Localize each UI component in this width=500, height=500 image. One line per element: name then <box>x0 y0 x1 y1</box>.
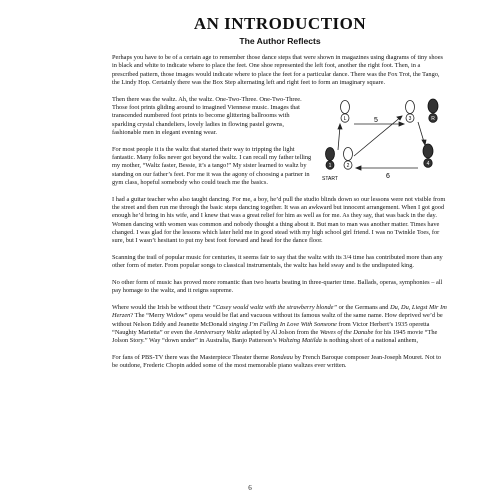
text: for his 1945 movie “The Jolson Story.” Way “down under” in Australia, Banjo Patterson’s <box>112 329 438 345</box>
step-number-5: 5 <box>374 116 378 124</box>
foot-letter: R <box>431 115 435 122</box>
paragraph-4: I had a guitar teacher who also taught dancing. For me, a boy, he’d pull the studio blinds down so our lessons were not visible from the street and then run me through the basic steps dancing together. It was an awkward but innocent arrangement. When I got good enough he’d bring in his wife, and I knew that was a great relief for him as well as for me. As they say, that was back in the day. Women dancing with women was common and nobody thought a thing about it. But man to man was another matter. Times have changed. I was glad for the lessons which later held me in good stead with my high school girl friend. I was no Twinkle Toes, for sure, but I wasn’t hesitant to put my best foot forward and head for the dance floor. <box>112 195 446 245</box>
paragraph-2: Then there was the waltz. Ah, the waltz. One-Two-Three. One-Two-Three. Those foot prints gliding around to imagined Viennese music. Images that transcended numbered foot prints to become glittering ballrooms with sparkling crystal chandeliers, lovely ladies in flowing pastel gowns, fashionable men in elegant evening wear. <box>112 95 302 136</box>
song-title: “Casey would waltz with the strawberry blonde” <box>212 304 338 312</box>
paragraph-3: For most people it is the waltz that started their way to tripping the light fantastic. Many folks never got beyond the waltz. I can recall my father telling my mother, “Waltz faster, Bessie, it’s a tango!” My sister learned to waltz by standing on our father’s feet. For me it was the agony of choosing a partner in gym class, hopeful somebody who could teach me the basics. <box>112 145 312 186</box>
start-label: START <box>322 175 338 182</box>
foot-top-right <box>406 100 415 122</box>
page-title: AN INTRODUCTION <box>193 14 367 33</box>
text: is nothing short of a national anthem, <box>321 337 419 345</box>
text: Where would the Irish be without their <box>112 304 213 312</box>
foot-bottom-right <box>423 144 433 167</box>
foot-top-left <box>341 100 350 122</box>
foot-far-right-top <box>428 99 438 122</box>
text: or the Germans and <box>337 304 391 312</box>
foot-bottom-left <box>326 147 335 169</box>
foot-number: 4 <box>426 160 430 167</box>
step-number-6: 6 <box>386 172 390 180</box>
foot-number: 2 <box>346 162 350 169</box>
text: by French Baroque composer Jean-Joseph Mouret. Not to be outdone, Frederic Chopin added some of the most memorable piano waltzes ever written. <box>112 354 442 370</box>
text: For fans of PBS-TV there was the Masterpiece Theater theme <box>112 354 271 362</box>
foot-number: 1 <box>328 162 332 169</box>
waltz-section <box>112 96 448 196</box>
song-title: singing I’m Falling In Love With Someone <box>228 320 337 328</box>
foot-bottom-left-2 <box>344 147 353 169</box>
page-number: 6 <box>248 484 252 492</box>
foot-letter: L <box>343 115 347 122</box>
text: from Victor Herbert’s 1935 operetta “Naughty Marietta” or even the <box>112 320 430 337</box>
paragraph-7 <box>112 304 448 345</box>
foot-number: 3 <box>408 115 412 122</box>
page-subtitle: The Author Reflects <box>239 36 321 46</box>
song-title: Waves of the Danube <box>319 329 374 337</box>
text: adapted by Al Jolson from the <box>240 329 320 337</box>
song-title: Rondeau <box>270 354 293 362</box>
waltz-step-diagram <box>318 94 448 186</box>
text: ? The “Merry Widow” opera would be flat and vacuous without its famous waltz of the same name. How deprived we’d be without Nelson Eddy and Jeanette McDonald <box>112 312 443 328</box>
paragraph-8 <box>112 354 448 371</box>
song-title: Anniversary Waltz <box>193 329 241 337</box>
paragraph-6: No other form of music has proved more romantic than two hearts beating in three-quarter time. Ballads, operas, symphonies – all pay homage to the waltz, and it reigns supreme. <box>112 279 443 295</box>
song-title: Du, Du, Liegst Mir Im Herzen <box>112 304 447 320</box>
paragraph-1: Perhaps you have to be of a certain age to remember those dance steps that were shown in magazines using diagrams of tiny shoes in black and white to indicate where to place the feet. One shoe represented the left foot, another the right foot. Then, in a prescribed pattern, those images would indicate where to place the feet for a particular dance. There was the Fox Trot, the Tango, the Lindy Hop. Certainly there was the Box Step alternating left and right feet to form an imaginary square. <box>112 54 444 86</box>
song-title: Waltzing Matilda <box>278 337 322 345</box>
waltz-text-column <box>112 96 312 196</box>
paragraph-5: Scanning the trail of popular music for centuries, it seems fair to say that the waltz with its 3/4 time has contributed more than any other form of meter. From popular songs to classical instrumentals, the waltz has held sway and is the undisputed king. <box>112 253 443 270</box>
